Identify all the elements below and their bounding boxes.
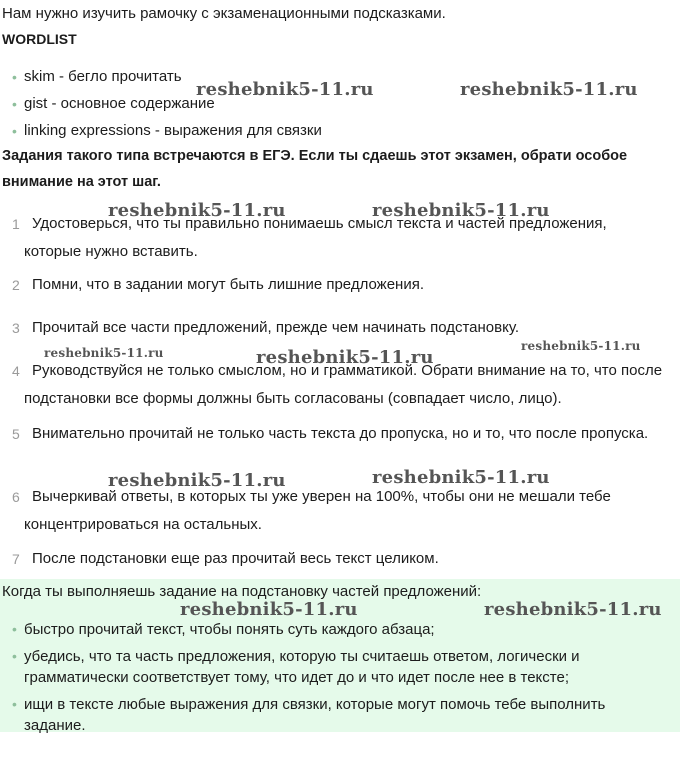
step-item — [0, 545, 680, 577]
step-number: 6 — [12, 489, 20, 505]
step-text: Прочитай все части предложений, прежде чем начинать подстановку. — [32, 319, 520, 336]
steps-list — [0, 210, 680, 577]
watermark: reshebnik5-11.ru — [44, 346, 164, 360]
watermark: reshebnik5-11.ru — [196, 79, 374, 100]
wordlist-item: • gist - основное содержание — [0, 93, 322, 115]
step-number: 3 — [12, 320, 20, 336]
watermark: reshebnik5-11.ru — [460, 79, 638, 100]
wordlist-item: • linking expressions - выражения для связки — [0, 120, 322, 142]
step-number: 1 — [12, 216, 20, 232]
watermark: reshebnik5-11.ru — [256, 347, 434, 368]
step-text: Помни, что в задании могут быть лишние предложения. — [32, 276, 424, 293]
tips-heading: Когда ты выполняешь задание на подстановку частей предложений: — [2, 583, 482, 600]
watermark: reshebnik5-11.ru — [108, 200, 286, 221]
wordlist-item: • skim - бегло прочитать — [0, 66, 322, 88]
step-item — [0, 271, 680, 314]
tips-item: • убедись, что та часть предложения, которую ты считаешь ответом, логически и грамматически соответствует тому, что идет до и что идет после нее в тексте; — [0, 646, 644, 688]
step-text: Вычеркивай ответы, в которых ты уже уверен на 100%, чтобы они не мешали тебе концентрироваться на остальных. — [24, 488, 611, 533]
step-number: 4 — [12, 363, 20, 379]
step-item — [0, 210, 680, 271]
step-text: После подстановки еще раз прочитай весь текст целиком. — [32, 550, 439, 567]
watermark: reshebnik5-11.ru — [521, 339, 641, 353]
exam-warning: Задания такого типа встречаются в ЕГЭ. Если ты сдаешь этот экзамен, обрати особое внимание на этот шаг. — [2, 148, 628, 190]
step-text: Удостоверься, что ты правильно понимаешь смысл текста и частей предложения, которые нужно вставить. — [24, 215, 607, 260]
tips-list — [0, 619, 644, 742]
watermark: reshebnik5-11.ru — [484, 599, 662, 620]
tips-item: • ищи в тексте любые выражения для связки, которые могут помочь тебе выполнить задание. — [0, 694, 644, 736]
tips-item: • быстро прочитай текст, чтобы понять суть каждого абзаца; — [0, 619, 644, 640]
watermark: reshebnik5-11.ru — [180, 599, 358, 620]
intro-text: Нам нужно изучить рамочку с экзаменационными подсказками. — [2, 5, 446, 22]
watermark: reshebnik5-11.ru — [108, 470, 286, 491]
step-item — [0, 483, 680, 545]
step-number: 5 — [12, 426, 20, 442]
step-number: 7 — [12, 551, 20, 567]
watermark: reshebnik5-11.ru — [372, 200, 550, 221]
watermark: reshebnik5-11.ru — [372, 467, 550, 488]
wordlist-title: WORDLIST — [2, 31, 77, 47]
step-text: Руководствуйся не только смыслом, но и грамматикой. Обрати внимание на то, что после подстановки все формы должны быть согласованы (совпадает число, лицо). — [24, 362, 663, 407]
step-number: 2 — [12, 277, 20, 293]
step-text: Внимательно прочитай не только часть текста до пропуска, но и то, что после пропуска. — [32, 425, 649, 442]
step-item — [0, 420, 680, 483]
